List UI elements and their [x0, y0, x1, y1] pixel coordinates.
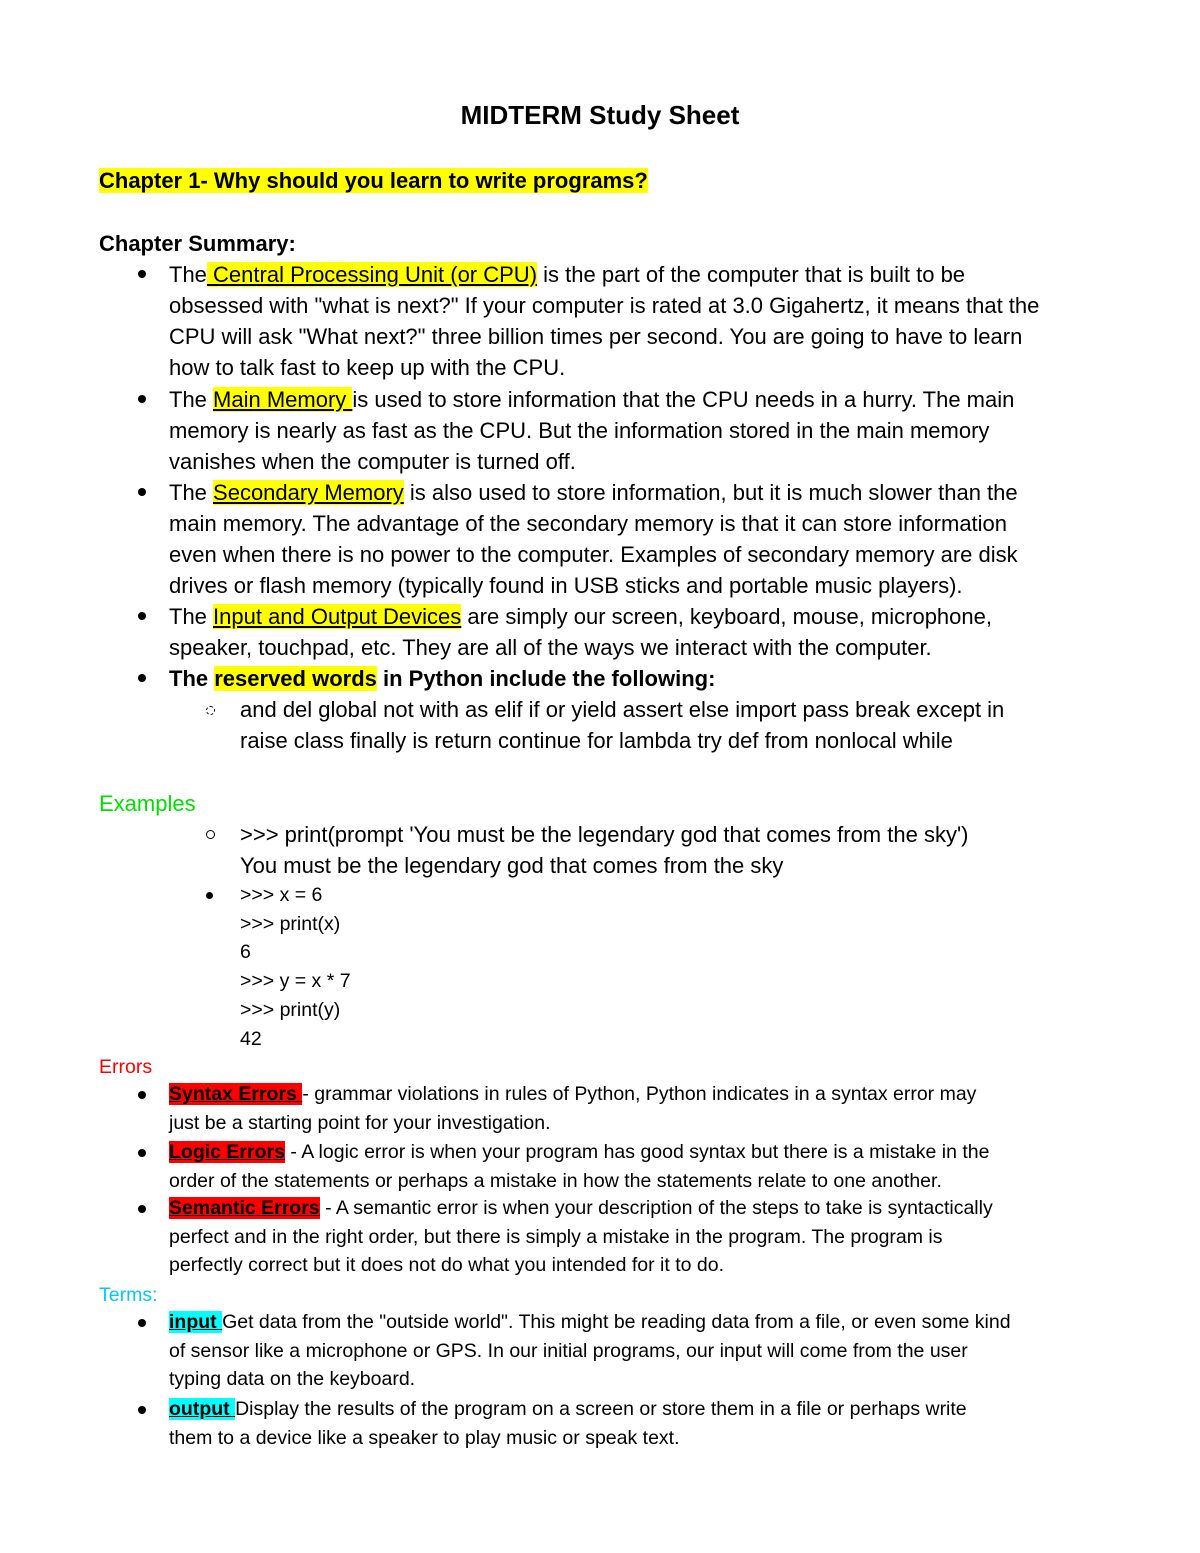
example-2-line: >>> print(x) — [240, 912, 341, 935]
bullet-dot — [138, 1205, 146, 1213]
logic-errors-line-1: - A logic error is when your program has good syntax but there is a mistake in the — [284, 1141, 990, 1163]
term-semantic-errors: Semantic Errors — [169, 1197, 320, 1219]
list-item-reserved-words — [169, 663, 715, 694]
secondary-memory-line-3: even when there is no power to the computer. Examples of secondary memory are disk — [169, 542, 1018, 567]
list-item-cpu — [169, 259, 1039, 383]
chapter-heading — [99, 166, 648, 196]
summary-heading: Chapter Summary: — [99, 231, 296, 256]
logic-errors-line-2: order of the statements or perhaps a mistake in how the statements relate to one another. — [169, 1169, 942, 1192]
term-logic-errors: Logic Errors — [169, 1141, 285, 1163]
bullet-dot — [138, 1319, 146, 1327]
bullet-dot — [138, 1149, 146, 1157]
example-2 — [240, 881, 351, 1053]
list-item-input — [169, 1308, 1011, 1394]
example-2-line: >>> print(y) — [240, 998, 341, 1021]
reserved-pre: The — [169, 666, 215, 691]
term-main-memory: Main Memory — [213, 387, 353, 412]
reserved-words-line-2: raise class finally is return continue for lambda try def from nonlocal while — [240, 728, 953, 753]
sub-bullet-ring — [206, 706, 215, 715]
example-1 — [240, 819, 968, 881]
bullet-dot — [138, 395, 146, 403]
io-line-2: speaker, touchpad, etc. They are all of the ways we interact with the computer. — [169, 635, 932, 660]
term-cpu: Central Processing Unit (or CPU) — [206, 262, 538, 287]
main-memory-pre: The — [169, 387, 214, 412]
bullet-dot — [138, 612, 146, 620]
output-line-2: them to a device like a speaker to play music or speak text. — [169, 1426, 680, 1449]
examples-heading: Examples — [99, 791, 196, 816]
terms-heading: Terms: — [99, 1284, 158, 1306]
bullet-dot — [138, 1091, 146, 1099]
cpu-pre: The — [169, 262, 207, 287]
list-item-logic-errors — [169, 1138, 989, 1195]
term-output: output — [169, 1398, 236, 1420]
syntax-errors-line-2: just be a starting point for your investigation. — [169, 1111, 551, 1134]
cpu-line-4: how to talk fast to keep up with the CPU. — [169, 355, 566, 380]
bullet-dot — [138, 270, 146, 278]
list-item-semantic-errors — [169, 1194, 993, 1280]
main-memory-line-2: memory is nearly as fast as the CPU. But the information stored in the main memory — [169, 418, 990, 443]
bullet-dot — [206, 892, 213, 899]
term-reserved-words: reserved words — [214, 666, 377, 691]
page-title: MIDTERM Study Sheet — [460, 100, 740, 130]
semantic-errors-line-1: - A semantic error is when your description of the steps to take is syntactically — [319, 1197, 993, 1219]
term-syntax-errors: Syntax Errors — [169, 1083, 303, 1105]
main-memory-line-3: vanishes when the computer is turned off. — [169, 449, 576, 474]
main-memory-line-1: is used to store information that the CPU needs in a hurry. The main — [352, 387, 1015, 412]
input-line-1: Get data from the "outside world". This might be reading data from a file, or even some kind — [222, 1311, 1011, 1333]
io-line-1: are simply our screen, keyboard, mouse, microphone, — [461, 604, 992, 629]
list-item-secondary-memory — [169, 477, 1018, 601]
bullet-dot — [138, 674, 146, 682]
io-pre: The — [169, 604, 214, 629]
semantic-errors-line-3: perfectly correct but it does not do what you intended for it to do. — [169, 1254, 724, 1277]
chapter-heading-text: Chapter 1- Why should you learn to write programs? — [99, 168, 648, 193]
reserved-post: in Python include the following: — [376, 666, 716, 691]
cpu-line-2: obsessed with "what is next?" If your computer is rated at 3.0 Gigahertz, it means that the — [169, 293, 1040, 318]
example-2-line: 6 — [240, 941, 251, 964]
secondary-memory-line-4: drives or flash memory (typically found in USB sticks and portable music players). — [169, 573, 963, 598]
example-2-line: >>> y = x * 7 — [240, 970, 351, 993]
example-2-line: >>> x = 6 — [240, 884, 323, 906]
secondary-memory-pre: The — [169, 480, 214, 505]
cpu-line-3: CPU will ask "What next?" three billion times per second. You are going to have to learn — [169, 324, 1023, 349]
reserved-words-list — [240, 694, 1004, 756]
errors-heading: Errors — [99, 1056, 153, 1078]
reserved-words-line-1: and del global not with as elif if or yield assert else import pass break except in — [240, 697, 1005, 722]
bullet-dot — [138, 488, 146, 496]
cpu-line-1: is the part of the computer that is built to be — [537, 262, 966, 287]
input-line-3: typing data on the keyboard. — [169, 1368, 416, 1391]
secondary-memory-line-1: is also used to store information, but it is much slower than the — [403, 480, 1018, 505]
example-1-line-2: You must be the legendary god that comes from the sky — [240, 853, 784, 878]
list-item-output — [169, 1395, 967, 1452]
syntax-errors-line-1: - grammar violations in rules of Python, Python indicates in a syntax error may — [302, 1083, 977, 1105]
term-input: input — [169, 1311, 223, 1333]
list-item-syntax-errors — [169, 1080, 976, 1137]
term-secondary-memory: Secondary Memory — [213, 480, 404, 505]
secondary-memory-line-2: main memory. The advantage of the secondary memory is that it can store information — [169, 511, 1008, 536]
input-line-2: of sensor like a microphone or GPS. In our initial programs, our input will come from the user — [169, 1339, 968, 1362]
example-2-line: 42 — [240, 1027, 262, 1050]
sub-bullet-ring — [206, 830, 215, 839]
semantic-errors-line-2: perfect and in the right order, but there is simply a mistake in the program. The program is — [169, 1225, 943, 1248]
example-1-line-1: >>> print(prompt 'You must be the legendary god that comes from the sky') — [240, 822, 969, 847]
list-item-main-memory — [169, 384, 1014, 477]
output-line-1: Display the results of the program on a screen or store them in a file or perhaps write — [235, 1398, 967, 1420]
list-item-io-devices — [169, 601, 992, 663]
term-io-devices: Input and Output Devices — [213, 604, 462, 629]
bullet-dot — [138, 1406, 146, 1414]
